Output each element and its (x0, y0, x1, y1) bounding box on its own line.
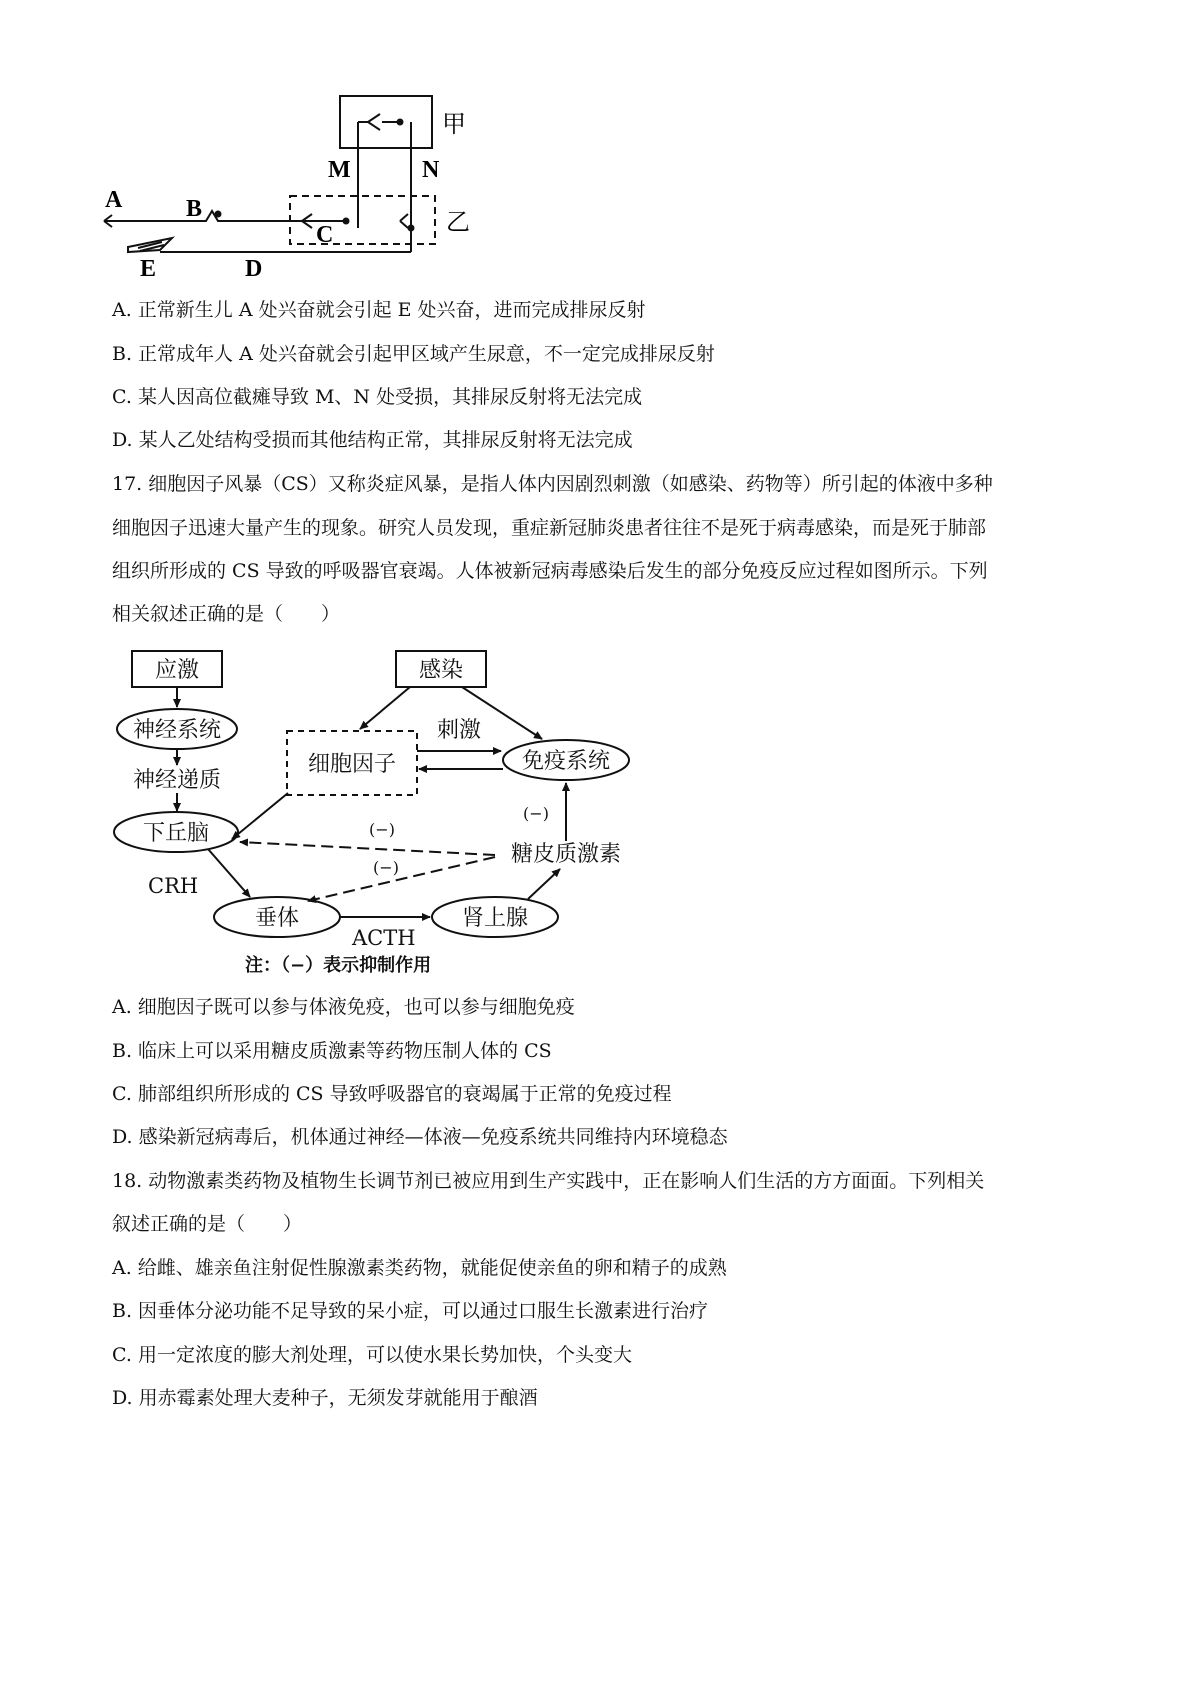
nervous-system-label: 神经系统 (132, 718, 222, 743)
label-yi: 乙 (446, 208, 470, 236)
q17-stem-line-2: 细胞因子迅速大量产生的现象。研究人员发现，重症新冠肺炎患者往往不是死于病毒感染，而是死于肺部 (112, 517, 987, 539)
acth-label: ACTH (352, 926, 416, 950)
crh-label: CRH (148, 874, 199, 898)
q16-option-d: D. 某人乙处结构受损而其他结构正常，其排尿反射将无法完成 (112, 429, 633, 451)
neurotransmitter-label: 神经递质 (132, 768, 222, 793)
q17-option-a: A. 细胞因子既可以参与体液免疫，也可以参与细胞免疫 (112, 996, 575, 1018)
inhibit-label-2: (−) (373, 858, 399, 877)
label-m: M (328, 157, 351, 183)
glucocorticoid-label: 糖皮质激素 (510, 842, 622, 867)
q18-option-d: D. 用赤霉素处理大麦种子，无须发芽就能用于酿酒 (112, 1387, 538, 1409)
q18-option-a: A. 给雌、雄亲鱼注射促性腺激素类药物，就能促使亲鱼的卵和精子的成熟 (112, 1257, 727, 1279)
q17-option-b: B. 临床上可以采用糖皮质激素等药物压制人体的 CS (112, 1040, 552, 1062)
q17-option-c: C. 肺部组织所形成的 CS 导致呼吸器官的衰竭属于正常的免疫过程 (112, 1083, 672, 1105)
inhibit-label-1: (−) (369, 820, 395, 839)
q16-option-b: B. 正常成年人 A 处兴奋就会引起甲区域产生尿意，不一定完成排尿反射 (112, 343, 715, 365)
q18-stem-line-2: 叙述正确的是（ ） (112, 1213, 303, 1235)
hypothalamus-label: 下丘脑 (142, 821, 210, 846)
stress-label: 应激 (154, 658, 200, 683)
reflex-arc-diagram (100, 90, 500, 290)
cytokine-label: 细胞因子 (307, 752, 397, 777)
immune-regulation-diagram (110, 645, 690, 975)
inhibit-label-3: (−) (523, 804, 549, 823)
q16-option-a: A. 正常新生儿 A 处兴奋就会引起 E 处兴奋，进而完成排尿反射 (112, 299, 646, 321)
q17-option-d: D. 感染新冠病毒后，机体通过神经—体液—免疫系统共同维持内环境稳态 (112, 1126, 728, 1148)
label-d: D (245, 256, 263, 282)
label-jia: 甲 (442, 110, 466, 138)
label-e: E (140, 256, 157, 282)
stimulate-label: 刺激 (436, 718, 482, 743)
label-n: N (422, 157, 440, 183)
label-c: C (316, 222, 334, 248)
q17-stem-line-1: 17. 细胞因子风暴（CS）又称炎症风暴，是指人体内因剧烈刺激（如感染、药物等）所引起的体液中多种 (112, 473, 993, 495)
adrenal-label: 肾上腺 (461, 906, 529, 931)
q16-option-c: C. 某人因高位截瘫导致 M、N 处受损，其排尿反射将无法完成 (112, 386, 643, 408)
q17-stem-line-3: 组织所形成的 CS 导致的呼吸器官衰竭。人体被新冠病毒感染后发生的部分免疫反应过程如图所示。下列 (112, 560, 988, 582)
q18-option-c: C. 用一定浓度的膨大剂处理，可以使水果长势加快，个头变大 (112, 1344, 632, 1366)
immune-system-label: 免疫系统 (521, 749, 611, 774)
diagram-note: 注：（−）表示抑制作用 (245, 955, 432, 975)
infection-label: 感染 (418, 658, 464, 683)
q18-stem-line-1: 18. 动物激素类药物及植物生长调节剂已被应用到生产实践中，正在影响人们生活的方方面面。下列相关 (112, 1170, 985, 1192)
q17-stem-line-4: 相关叙述正确的是（ ） (112, 603, 341, 625)
q18-option-b: B. 因垂体分泌功能不足导致的呆小症，可以通过口服生长激素进行治疗 (112, 1300, 709, 1322)
pituitary-label: 垂体 (254, 906, 300, 931)
label-b: B (186, 196, 203, 222)
label-a: A (105, 187, 123, 213)
